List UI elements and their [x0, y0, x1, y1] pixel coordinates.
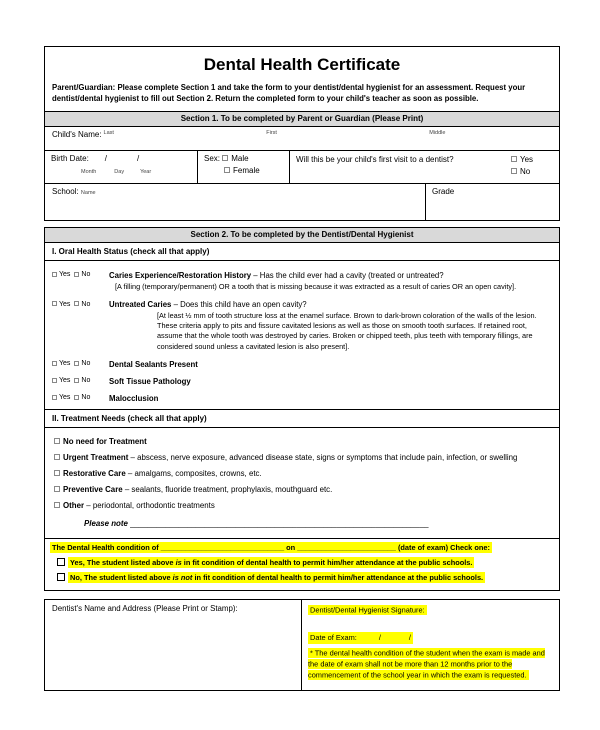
oral-item-malocclusion: [52, 394, 552, 403]
treatment-items: [45, 428, 559, 538]
oral-caries-history-no-checkbox[interactable]: [74, 272, 79, 277]
treatment-item-label: Restorative Care: [63, 468, 126, 478]
sex-cell: [197, 151, 289, 183]
birth-date-label: Birth Date:: [51, 153, 89, 163]
first-visit-no-checkbox[interactable]: [511, 168, 517, 174]
treatment-urgent-checkbox[interactable]: [54, 454, 60, 460]
birth-date-cell: [45, 151, 197, 183]
cert-no-text: [68, 572, 485, 583]
please-note-label: Please note: [84, 518, 128, 528]
name-sub-first: First: [266, 129, 277, 136]
date-slash: /: [408, 633, 411, 643]
no-label: No: [81, 271, 91, 279]
treatment-restorative-checkbox[interactable]: [54, 470, 60, 476]
male-checkbox[interactable]: [222, 155, 228, 161]
yes-label: Yes: [59, 377, 71, 385]
treatment-item-other: [54, 501, 550, 510]
dental-certificate-form: [44, 46, 560, 691]
treatment-item-label: No need for Treatment: [63, 436, 147, 446]
treatment-preventive-checkbox[interactable]: [54, 486, 60, 492]
grade-label: Grade: [432, 186, 455, 196]
first-visit-answers: [511, 154, 553, 180]
section2-header: Section 2. To be completed by the Dentist/Dental Hygienist: [45, 228, 559, 243]
yes-no-pair: [52, 377, 109, 385]
oral-caries-history-yes-checkbox[interactable]: [52, 272, 57, 277]
signature-label: Dentist/Dental Hygienist Signature:: [310, 605, 425, 615]
no-label: No: [520, 166, 531, 176]
certification-block: [45, 538, 559, 590]
cert-no-prefix: No, The student listed above: [70, 572, 173, 582]
treatment-item-no-need: [54, 437, 550, 446]
yes-no-pair: [52, 300, 109, 308]
female-checkbox[interactable]: [224, 167, 230, 173]
cert-yes-text: [68, 557, 474, 568]
treatment-item-desc: – sealants, fluoride treatment, prophylaxis, mouthguard etc.: [122, 484, 333, 494]
dentist-name-label: Dentist's Name and Address (Please Print or Stamp):: [52, 603, 238, 613]
treatment-item-preventive: [54, 485, 550, 494]
treatment-item-desc: – amalgams, composites, crowns, etc.: [125, 468, 262, 478]
exam-validity-note: * The dental health condition of the student when the exam is made and the date of exam shall not be more than 12 months prior to the commencement of the school year in which the exam is requested.: [308, 648, 545, 680]
cert-yes-checkbox[interactable]: [57, 558, 65, 566]
exam-validity-note-line: [308, 647, 553, 680]
intro-label: Parent/Guardian:: [52, 83, 116, 92]
date-slash: /: [378, 633, 381, 643]
yes-label: Yes: [520, 154, 534, 164]
childs-name-row: [45, 127, 559, 151]
cert-no-suffix: in fit condition of dental health to permit him/her attendance at the public schools.: [192, 572, 484, 582]
signature-write-space: [308, 616, 553, 630]
oral-health-items: [45, 261, 559, 409]
oral-item-label: Dental Sealants Present: [109, 359, 198, 369]
oral-item-label: Malocclusion: [109, 393, 159, 403]
section1-block: [44, 46, 560, 221]
no-label: No: [81, 394, 91, 402]
oral-untreated-caries-yes-checkbox[interactable]: [52, 301, 57, 306]
yes-label: Yes: [59, 360, 71, 368]
dentist-name-cell: [45, 600, 301, 690]
cert-yes-option: [57, 557, 554, 568]
month-sub-label: Month: [81, 168, 97, 175]
intro-text: Please complete Section 1 and take the form to your dentist/dental hygienist for an assessment. Request your dentist/dental hygienist to fill out Section 2. Return the completed form to your child's teacher as soon as possible.: [52, 83, 526, 103]
treatment-needs-title: II. Treatment Needs (check all that apply): [45, 409, 559, 428]
day-sub-label: Day: [114, 168, 125, 175]
yes-no-pair: [52, 360, 109, 368]
form-title: Dental Health Certificate: [203, 55, 401, 74]
cert-yes-emph: is: [175, 557, 182, 567]
treatment-no-need-checkbox[interactable]: [54, 438, 60, 444]
section2-block: [44, 227, 560, 591]
intro-paragraph: [45, 80, 559, 111]
yes-no-pair: [52, 271, 109, 279]
first-visit-question: Will this be your child's first visit to a dentist?: [296, 154, 454, 164]
oral-item-soft-tissue: [52, 377, 552, 386]
oral-item-note: [A filling (temporary/permanent) OR a tooth that is missing because it was extracted as a result of caries OR an open cavity].: [115, 281, 517, 291]
first-visit-cell: [289, 151, 559, 183]
school-cell: [45, 184, 425, 220]
treatment-item-desc: – periodontal, orthodontic treatments: [84, 500, 215, 510]
male-label: Male: [231, 153, 249, 163]
cert-no-option: [57, 572, 554, 583]
yes-label: Yes: [59, 394, 71, 402]
no-label: No: [81, 377, 91, 385]
sex-label: Sex:: [204, 153, 221, 163]
oral-item-dental-sealants: [52, 360, 552, 369]
treatment-other-checkbox[interactable]: [54, 502, 60, 508]
name-sub-last: Last: [103, 129, 114, 136]
school-label: School:: [52, 186, 79, 196]
date-of-exam-label: Date of Exam:: [310, 633, 357, 643]
signature-block: [44, 599, 560, 691]
oral-malocclusion-yes-checkbox[interactable]: [52, 395, 57, 400]
treatment-item-label: Preventive Care: [63, 484, 123, 494]
treatment-item-urgent: [54, 453, 550, 462]
birth-sex-visit-row: [45, 151, 559, 184]
please-note-line: [84, 519, 550, 528]
oral-item-note: [At least ½ mm of tooth structure loss at the enamel surface. Brown to dark-brown coloration of the walls of the lesion. These criteria apply to pits and fissure cavitated lesions as well as those on smooth tooth surfaces. If retained root, assume that the whole tooth was destroyed by caries. Broken or chipped teeth, plus teeth with temporary fillings, are considered sound unless a cavitated lesion is also present].: [157, 311, 537, 351]
first-visit-yes-checkbox[interactable]: [511, 156, 517, 162]
oral-item-label: Soft Tissue Pathology: [109, 376, 191, 386]
oral-soft-tissue-yes-checkbox[interactable]: [52, 378, 57, 383]
cert-yes-suffix: in fit condition of dental health to permit him/her attendance at the public schools.: [181, 557, 473, 567]
no-label: No: [81, 300, 91, 308]
name-sub-middle: Middle: [429, 129, 446, 136]
treatment-item-desc: – abscess, nerve exposure, advanced disease state, signs or symptoms that include pain, infection, or swelling: [128, 452, 518, 462]
oral-item-label: Untreated Caries: [109, 300, 172, 310]
cert-no-checkbox[interactable]: [57, 573, 65, 581]
yes-label: Yes: [59, 271, 71, 279]
please-note-blank: ____________________________________________________________________: [130, 518, 429, 528]
oral-item-label: Caries Experience/Restoration History: [109, 270, 252, 280]
section1-header: Section 1. To be completed by Parent or Guardian (Please Print): [45, 111, 559, 127]
oral-item-untreated-caries: [52, 300, 552, 309]
oral-malocclusion-no-checkbox[interactable]: [74, 395, 79, 400]
cert-statement: The Dental Health condition of ______________________________ on ________________________ (date of exam) Check one:: [52, 542, 490, 552]
treatment-item-label: Other: [63, 500, 85, 510]
female-label: Female: [233, 165, 260, 175]
signature-cell: [301, 600, 559, 690]
oral-soft-tissue-no-checkbox[interactable]: [74, 378, 79, 383]
year-sub-label: Year: [140, 168, 152, 175]
yes-label: Yes: [59, 300, 71, 308]
childs-name-label: Child's Name:: [52, 129, 102, 139]
yes-no-pair: [52, 394, 109, 402]
cert-statement-line: [50, 542, 554, 553]
signature-line: [308, 605, 553, 616]
oral-item-desc: – Has the child ever had a cavity (treated or untreated?: [251, 270, 444, 280]
cert-yes-prefix: Yes, The student listed above: [70, 557, 176, 567]
oral-item-caries-history: [52, 271, 552, 280]
grade-cell: [425, 184, 559, 220]
oral-item-desc: – Does this child have an open cavity?: [171, 300, 307, 310]
date-slash: /: [104, 153, 108, 163]
treatment-item-restorative: [54, 469, 550, 478]
school-sub-name: Name: [80, 189, 96, 196]
oral-health-title: I. Oral Health Status (check all that apply): [45, 243, 559, 261]
school-grade-row: [45, 184, 559, 220]
cert-no-emph: is not: [172, 572, 193, 582]
oral-sealants-yes-checkbox[interactable]: [52, 361, 57, 366]
date-of-exam-line: [308, 632, 553, 644]
oral-sealants-no-checkbox[interactable]: [74, 361, 79, 366]
oral-untreated-caries-no-checkbox[interactable]: [74, 301, 79, 306]
no-label: No: [81, 360, 91, 368]
date-slash: /: [137, 153, 140, 163]
treatment-item-label: Urgent Treatment: [63, 452, 129, 462]
